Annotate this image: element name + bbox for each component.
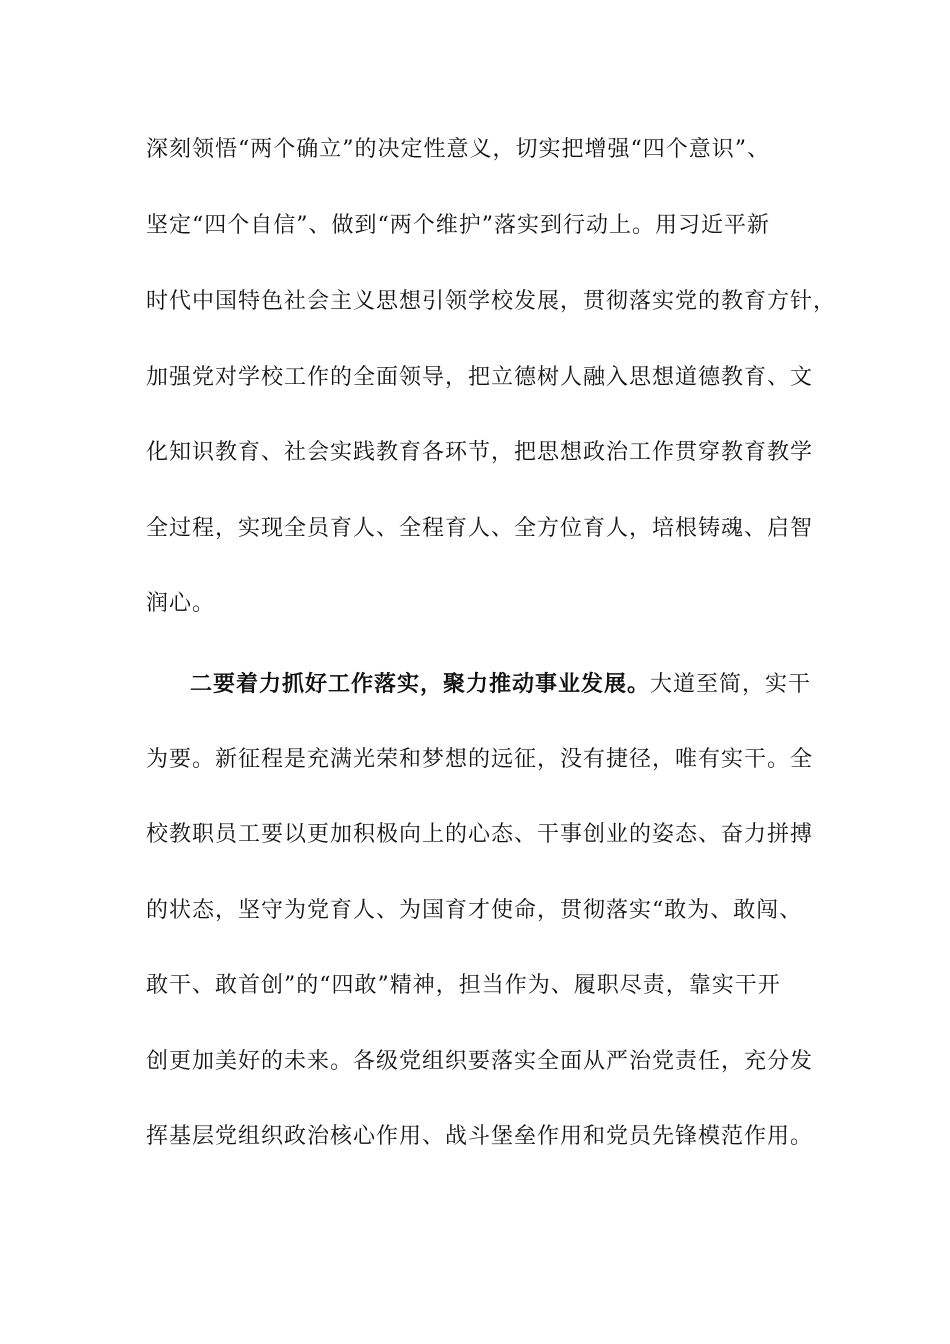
paragraph-2-line-3: 校教职员工要以更加积极向上的心态、干事创业的姿态、奋力拼搏 (146, 822, 814, 847)
paragraph-2-first-line-rest: 大道至简，实干 (650, 672, 812, 697)
paragraph-1-line-2: 坚定“四个自信”、做到“两个维护”落实到行动上。用习近平新 (146, 213, 770, 238)
paragraph-2-line-5: 敢干、敢首创”的“四敢”精神，担当作为、履职尽责，靠实干开 (146, 973, 781, 998)
paragraph-1-line-5: 化知识教育、社会实践教育各环节，把思想政治工作贯穿教育教学 (146, 440, 814, 465)
paragraph-2-line-2: 为要。新征程是充满光荣和梦想的远征，没有捷径，唯有实干。全 (146, 747, 814, 772)
paragraph-2-line-4: 的状态，坚守为党育人、为国育才使命，贯彻落实“敢为、敢闯、 (146, 898, 803, 923)
paragraph-1-line-6: 全过程，实现全员育人、全程育人、全方位育人，培根铸魂、启智 (146, 516, 814, 541)
paragraph-2-heading: 二要着力抓好工作落实，聚力推动事业发展。 (190, 671, 651, 697)
paragraph-1-line-4: 加强党对学校工作的全面领导，把立德树人融入思想道德教育、文 (146, 365, 814, 390)
paragraph-1-line-7: 润心。 (146, 591, 216, 616)
paragraph-2-line-6: 创更加美好的未来。各级党组织要落实全面从严治党责任，充分发 (146, 1049, 814, 1074)
paragraph-1-line-1: 深刻领悟“两个确立”的决定性意义，切实把增强“四个意识”、 (146, 137, 770, 162)
paragraph-2-line-7: 挥基层党组织政治核心作用、战斗堡垒作用和党员先锋模范作用。 (146, 1124, 814, 1149)
paragraph-1-line-3: 时代中国特色社会主义思想引领学校发展，贯彻落实党的教育方针， (146, 289, 837, 314)
paragraph-2-first-line (190, 669, 811, 700)
